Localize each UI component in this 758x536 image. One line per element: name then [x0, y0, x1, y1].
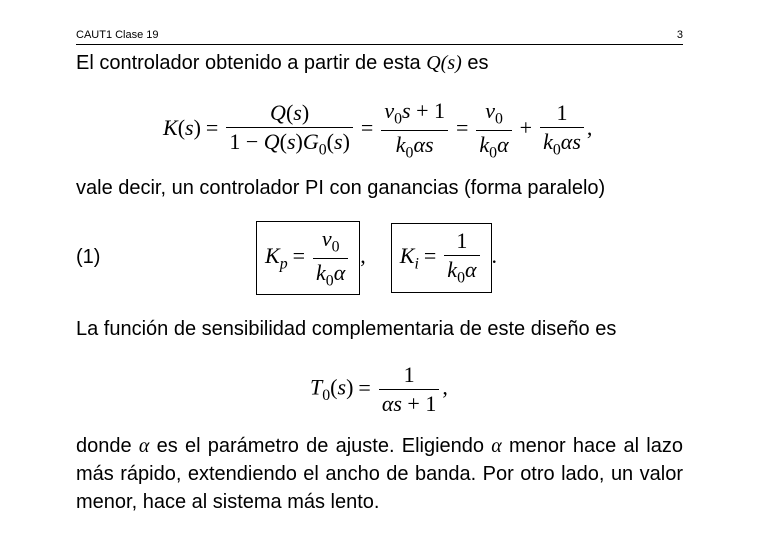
- page-number: 3: [676, 29, 683, 41]
- equation-label: (1): [76, 246, 101, 268]
- pi-gains-equation: $K_p$ = $\frac{\nu_0}{k_0\alpha}$ , $K_i$ = $\frac{1}{k_0\alpha}$ .: [256, 221, 497, 295]
- kp-box: $K_p$ = $\frac{\nu_0}{k_0\alpha}$: [256, 221, 360, 295]
- course-title: CAUT1 Clase 19: [76, 29, 159, 41]
- sensitivity-intro: La función de sensibilidad complementaria de este diseño es: [76, 318, 617, 340]
- complementary-sensitivity-equation: $T_0(s)$ = $\frac{1}{\alpha s + 1}$ ,: [310, 362, 448, 416]
- intro-paragraph: El controlador obtenido a partir de esta Q(s) es: [76, 52, 489, 74]
- pi-description: vale decir, un controlador PI con ganancias (forma paralelo): [76, 177, 606, 199]
- controller-equation: K(s) = $\frac{Q(s)}{1 - Q(s)G_0(s)}$ = $\frac{\nu_0s + 1}{k_0\alpha s}$ = $\frac{\nu_0}{k_0\alpha}$ + $\frac{1}{k_0\alpha s}$ ,: [163, 98, 593, 162]
- ki-box: $K_i$ = $\frac{1}{k_0\alpha}$: [391, 223, 492, 293]
- tuning-paragraph: donde α es el parámetro de ajuste. Eligiendo α menor hace al lazo más rápido, extendiendo el ancho de banda. Por otro lado, un valor menor, hace al sistema más lento.: [76, 435, 683, 513]
- header-divider: [76, 44, 683, 45]
